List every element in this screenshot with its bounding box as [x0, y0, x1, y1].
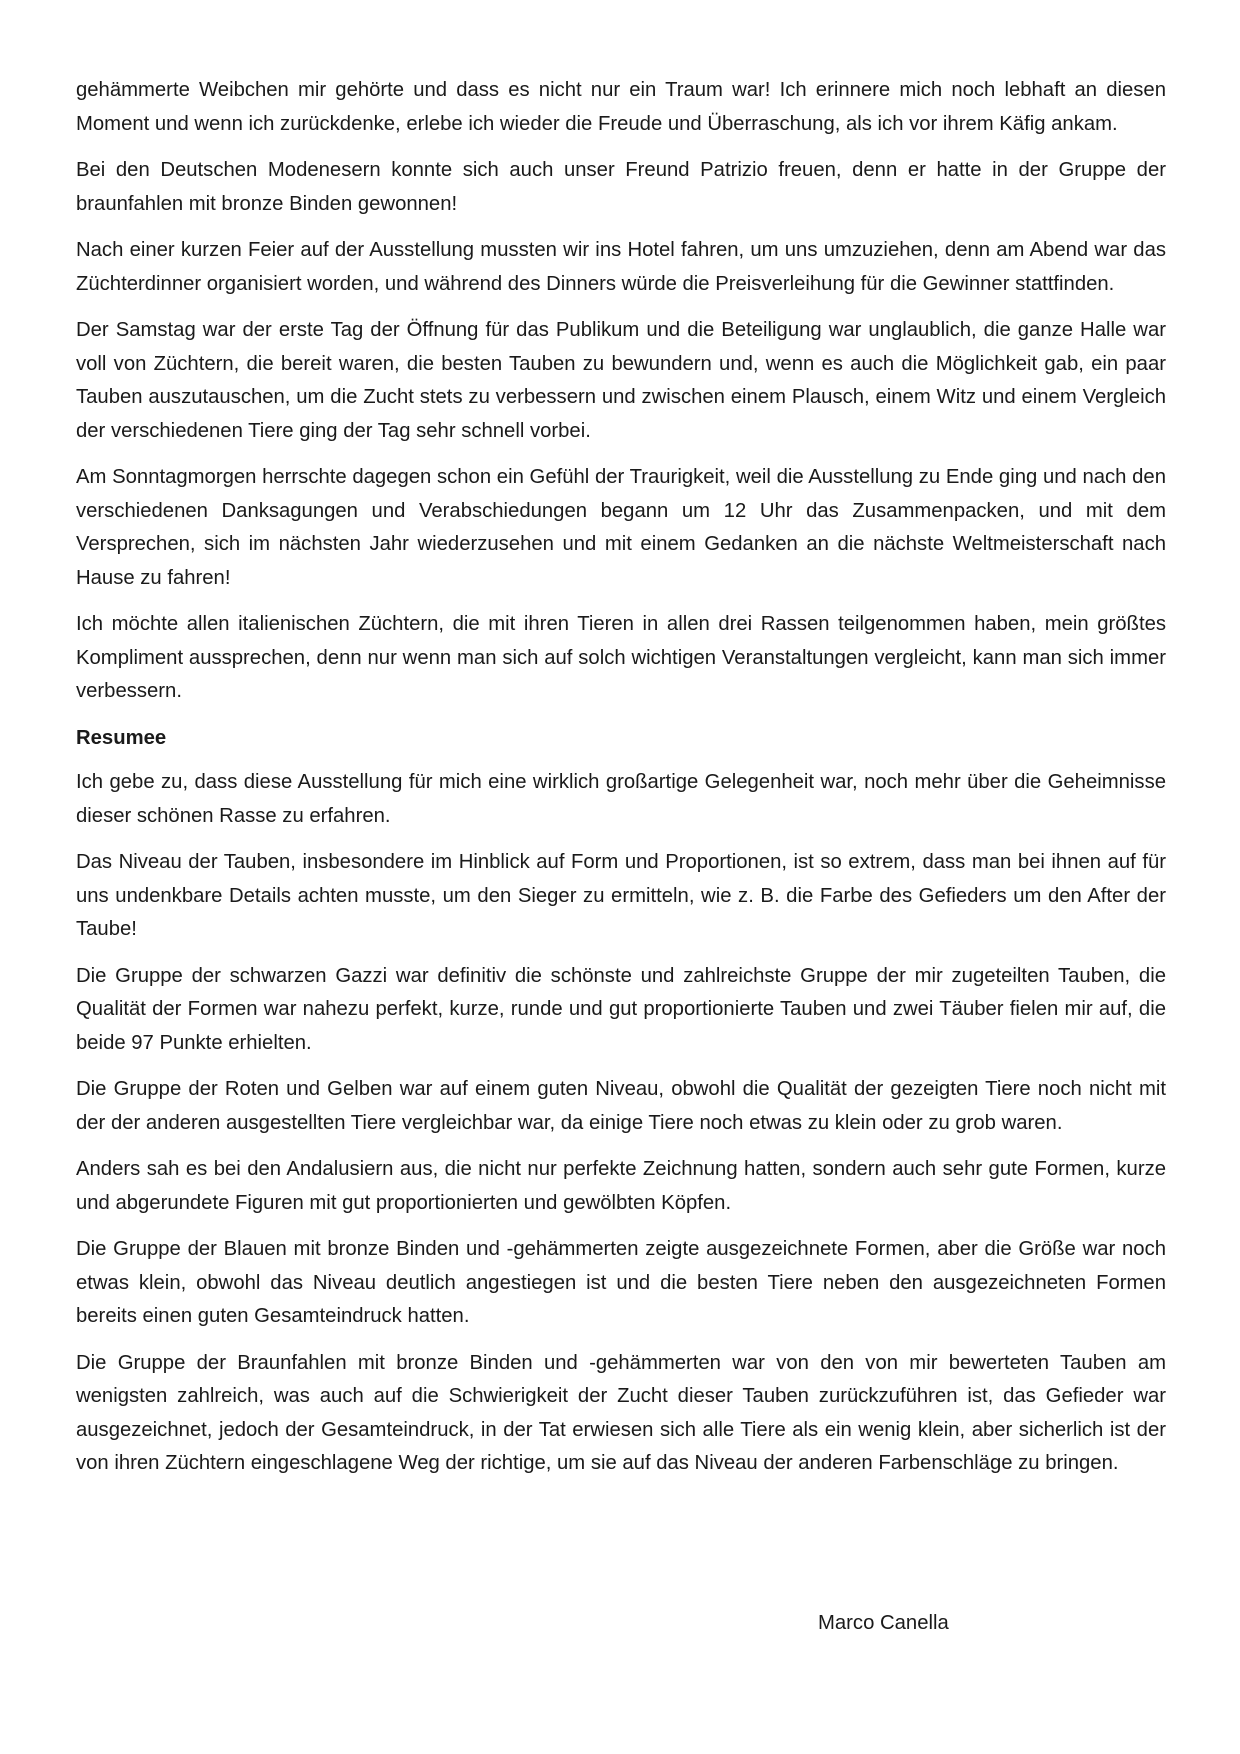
paragraph-compliment: Ich möchte allen italienischen Züchtern, die mit ihren Tieren in allen drei Rassen teilgenommen haben, mein größtes Kompliment aussprechen, denn nur wenn man sich auf solch wichtigen Veranstaltungen vergleicht, kann man sich immer verbessern.	[76, 613, 1166, 702]
paragraph-hotel: Nach einer kurzen Feier auf der Ausstellung mussten wir ins Hotel fahren, um uns umzuziehen, denn am Abend war das Züchterdinner organisiert worden, und während des Dinners würde die Preisverleihung für die Gewinner stattfinden.	[76, 239, 1166, 295]
paragraph-level: Das Niveau der Tauben, insbesondere im Hinblick auf Form und Proportionen, ist so extrem, dass man bei ihnen auf für uns undenkbare Details achten musste, um den Sieger zu ermitteln, wie z. B. die Farbe des Gefieders um den After der Taube!	[76, 851, 1166, 940]
paragraph-memory: gehämmerte Weibchen mir gehörte und dass es nicht nur ein Traum war! Ich erinnere mich noch lebhaft an diesen Moment und wenn ich zurückdenke, erlebe ich wieder die Freude und Überraschung, als ich vor ihrem Käfig ankam.	[76, 79, 1166, 135]
paragraph-andalusians: Anders sah es bei den Andalusiern aus, die nicht nur perfekte Zeichnung hatten, sondern auch sehr gute Formen, kurze und abgerundete Figuren mit gut proportionierten und gewölbten Köpfen.	[76, 1158, 1166, 1214]
author-signature: Marco Canella	[818, 1612, 949, 1634]
paragraph-black-gazzi: Die Gruppe der schwarzen Gazzi war definitiv die schönste und zahlreichste Gruppe der mir zugeteilten Tauben, die Qualität der Formen war nahezu perfekt, kurze, runde und gut proportionierte Tauben und zwei Täuber fielen mir auf, die beide 97 Punkte erhielten.	[76, 964, 1166, 1054]
paragraph-sunday: Am Sonntagmorgen herrschte dagegen schon ein Gefühl der Traurigkeit, weil die Ausstellung zu Ende ging und nach den verschiedenen Danksagungen und Verabschiedungen begann um 12 Uhr das Zusammenpacken, und mit dem Versprechen, sich im nächsten Jahr wiederzusehen und mit einem Gedanken an die nächste Weltmeisterschaft nach Hause zu fahren!	[76, 466, 1166, 589]
paragraph-saturday: Der Samstag war der erste Tag der Öffnung für das Publikum und die Beteiligung war unglaublich, die ganze Halle war voll von Züchtern, die bereit waren, die besten Tauben zu bewundern und, wenn es auch die Möglichkeit gab, ein paar Tauben auszutauschen, um die Zucht stets zu verbessern und zwischen einem Plausch, einem Witz und einem Vergleich der verschiedenen Tiere ging der Tag sehr schnell vorbei.	[76, 319, 1166, 442]
paragraph-blue: Die Gruppe der Blauen mit bronze Binden und -gehämmerten zeigte ausgezeichnete Formen, aber die Größe war noch etwas klein, obwohl das Niveau deutlich angestiegen ist und die besten Tiere neben den ausgezeichneten Formen bereits einen guten Gesamteindruck hatten.	[76, 1238, 1166, 1327]
paragraph-opportunity: Ich gebe zu, dass diese Ausstellung für mich eine wirklich großartige Gelegenheit war, noch mehr über die Geheimnisse dieser schönen Rasse zu erfahren.	[76, 771, 1166, 827]
paragraph-red-yellow: Die Gruppe der Roten und Gelben war auf einem guten Niveau, obwohl die Qualität der gezeigten Tiere noch nicht mit der der anderen ausgestellten Tiere vergleichbar war, da einige Tiere noch etwas zu klein oder zu grob waren.	[76, 1078, 1166, 1134]
section-heading-resumee: Resumee	[76, 726, 167, 749]
document-body	[76, 74, 1166, 1494]
paragraph-patrizio: Bei den Deutschen Modenesern konnte sich auch unser Freund Patrizio freuen, denn er hatte in der Gruppe der braunfahlen mit bronze Binden gewonnen!	[76, 159, 1166, 215]
paragraph-brown: Die Gruppe der Braunfahlen mit bronze Binden und -gehämmerten war von den von mir bewerteten Tauben am wenigsten zahlreich, was auch auf die Schwierigkeit der Zucht dieser Tauben zurückzuführen ist, das Gefieder war ausgezeichnet, jedoch der Gesamteindruck, in der Tat erwiesen sich alle Tiere als ein wenig klein, aber sicherlich ist der von ihren Züchtern eingeschlagene Weg der richtige, um sie auf das Niveau der anderen Farbenschläge zu bringen.	[76, 1351, 1166, 1474]
